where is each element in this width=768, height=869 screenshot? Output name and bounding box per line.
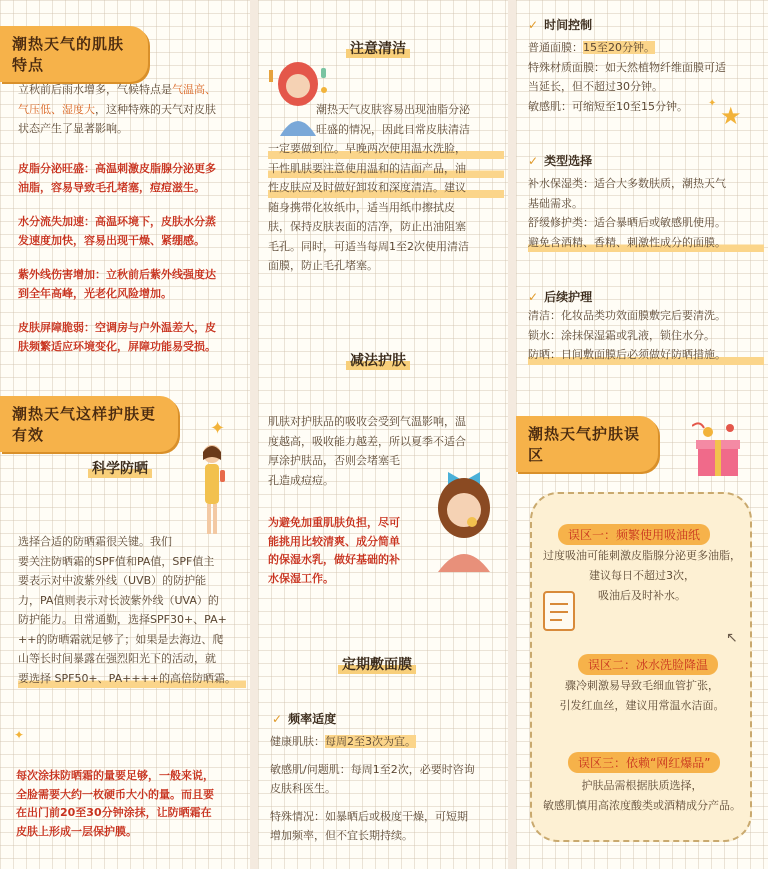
subtitle-sunscreen: 科学防晒: [88, 458, 152, 478]
frequency-list: 健康肌肤：每周2至3次为宜。 敏感肌/问题肌：每周1至2次，必要时咨询 皮肤科医生。 特殊情况：如暴晒后或极度干燥，可短期 增加频率，但不宜长期持续。: [270, 735, 475, 842]
point-water-loss: 水分流失加速：高温环境下，皮肤水分蒸 发速度加快，容易出现干燥、紧绷感。: [18, 215, 216, 247]
minimal-care-paragraph: 肌肤对护肤品的吸收会受到气温影响，温 度越高，吸收能力越差，所以夏季不适合 厚涂护肤品，否则会堵塞毛 孔造成痘痘。: [268, 415, 466, 487]
myth-2-title: 误区二：冰水洗脸降温: [578, 654, 718, 675]
time-control-list: 普通面膜：15至20分钟。 特殊材质面膜：如天然植物纤维面膜可适 当延长，但不超过30分钟。 敏感肌：可缩短至10至15分钟。: [528, 41, 726, 113]
heading-frequency: ✓ 频率适度: [272, 712, 337, 726]
type-selection-list: 补水保湿类：适合大多数肤质，潮热天气 基础需求。 舒缓修护类：适合暴晒后或敏感肌使用。 避免含酒精、香精、刺激性成分的面膜。: [528, 174, 764, 252]
banner-skin-features: 潮热天气的肌肤特点: [0, 26, 148, 82]
point-oil: 皮脂分泌旺盛：高温刺激皮脂腺分泌更多 油脂，容易导致毛孔堵塞，痘痘滋生。: [18, 162, 216, 194]
sparkle-icon: ✦: [708, 98, 717, 109]
heading-type-selection: ✓ 类型选择: [528, 154, 593, 168]
banner-skincare-tips: 潮热天气这样护肤更有效: [0, 396, 178, 452]
star-icon: ★: [720, 102, 742, 130]
subtitle-face-mask: 定期敷面膜: [338, 654, 416, 674]
cleansing-paragraph-b: 一定要做到位。早晚两次使用温水洗脸， 干性肌肤要注意使用温和的洁面产品，油 性皮肤应及时做好卸妆和深度清洁。建议 随身携带化妆纸巾，适当用纸巾擦拭皮 肤，保持皮肤表面的洁净，防止出油阻塞 毛孔。同时，可适当每周1至2次使用清洁 面膜，防止毛孔堵塞。: [268, 139, 504, 276]
myth-3-title: 误区三：依赖“网红爆品”: [568, 752, 720, 773]
aftercare-list: 清洁：化妆品类功效面膜敷完后要清洗。 锁水：涂抹保湿霜或乳液，锁住水分。 防晒：日间敷面膜后必须做好防晒措施。: [528, 306, 764, 365]
sunscreen-amount-tip: 每次涂抹防晒霜的量要足够，一般来说， 全脸需要大约一枚硬币大小的量。而且要 在出门前20至30分钟涂抹，让防晒霜在 皮肤上形成一层保护膜。: [16, 769, 214, 838]
gift-box-illustration: [692, 420, 748, 480]
subtitle-cleansing: 注意清洁: [346, 38, 410, 58]
check-icon: ✓: [528, 290, 539, 304]
sparkle-icon: ✦: [14, 728, 25, 742]
myth-1-title: 误区一：频繁使用吸油纸: [558, 524, 710, 545]
column-cleansing: [258, 0, 508, 869]
banner-skincare-myths: 潮热天气护肤误区: [516, 416, 658, 472]
point-uv: 紫外线伤害增加：立秋前后紫外线强度达 到全年高峰，光老化风险增加。: [18, 268, 216, 300]
check-icon: ✓: [272, 712, 283, 726]
girl-bow-illustration: [428, 462, 500, 572]
myth-3-text: 护肤品需根据肤质选择， 敏感肌慎用高浓度酸类或酒精成分产品。: [543, 779, 741, 812]
point-barrier: 皮肤屏障脆弱：空调房与户外温差大，皮 肤频繁适应环境变化，屏障功能易受损。: [18, 321, 216, 353]
cleansing-paragraph-a: 潮热天气皮肤容易出现油脂分泌 旺盛的情况，因此日常皮肤清洁: [316, 103, 470, 136]
heading-aftercare: ✓ 后续护理: [528, 290, 593, 304]
check-icon: ✓: [528, 18, 539, 32]
myth-1-text: 过度吸油可能刺激皮脂腺分泌更多油脂， 建议每日不超过3次， 吸油后及时补水。: [543, 549, 741, 602]
check-icon: ✓: [528, 154, 539, 168]
intro-paragraph: 立秋前后雨水增多，气候特点是气温高、 气压低、湿度大，这种特殊的天气对皮肤 状态产生了显著影响。: [18, 83, 216, 135]
myth-2-text: 骤冷刺激易导致毛细血管扩张， 引发红血丝，建议用常温水洁面。: [559, 679, 725, 712]
subtitle-minimal-care: 减法护肤: [346, 350, 410, 370]
notepad-illustration: [538, 586, 582, 636]
column-skin-features: [0, 0, 250, 869]
star-icon: ✦: [210, 418, 226, 439]
sunscreen-paragraph: 选择合适的防晒霜很关键。我们 要关注防晒霜的SPF值和PA值，SPF值主 要表示对中波紫外线（UVB）的防护能 力，PA值则表示对长波紫外线（UVA）的 防护能力。日常通勤，选择SPF30+、PA+ ++的防晒霜就足够了；如果是去海边、爬 山等长时间暴露在强烈阳光下的活动，就 要选择 SPF50+、PA++++的高倍防晒霜。: [18, 532, 246, 688]
heading-time-control: ✓ 时间控制: [528, 18, 593, 32]
column-mask-and-myths: [516, 0, 768, 869]
arrow-icon: ↖: [726, 630, 738, 646]
minimal-care-tip: 为避免加重肌肤负担，尽可 能挑用比较清爽、成分简单 的保湿水乳，做好基础的补 水保湿工作。: [268, 516, 400, 585]
